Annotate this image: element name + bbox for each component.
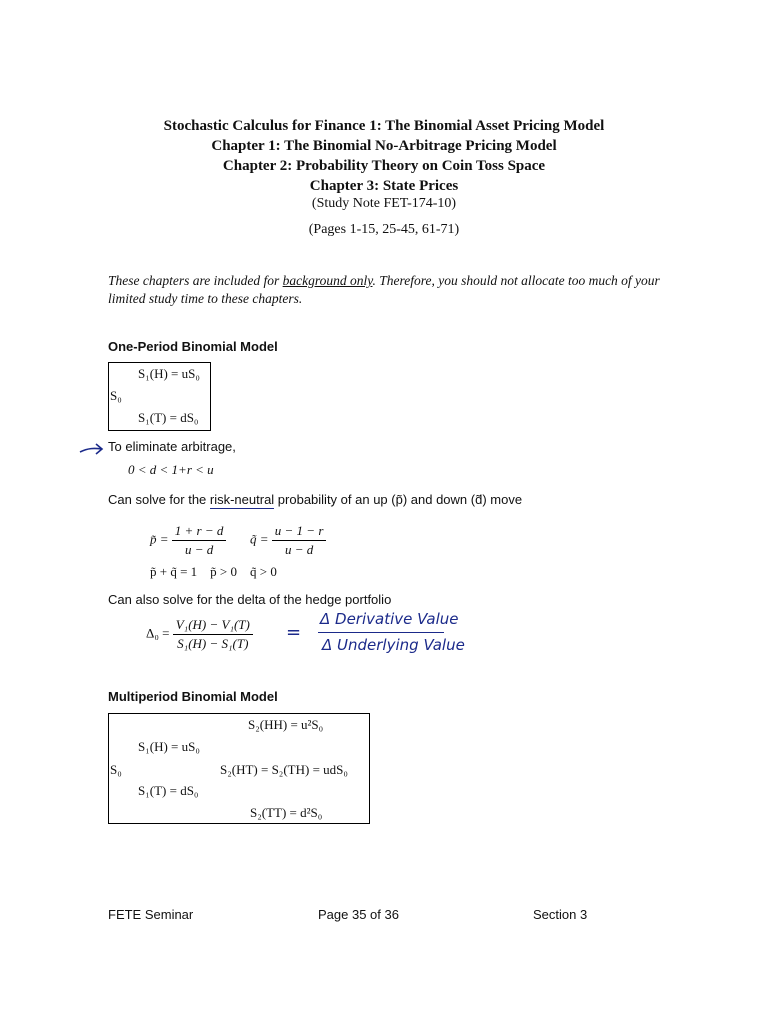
handwritten-fraction-bar [318,632,444,633]
handwritten-denominator: Δ Underlying Value [322,636,465,654]
title-line-4: Chapter 3: State Prices [309,178,459,194]
title-line-1: Stochastic Calculus for Finance 1: The Binomial Asset Pricing Model [163,118,605,134]
footer-page-number: Page 35 of 36 [318,907,399,922]
delta-lhs: Δ₀ = [146,625,170,641]
one-period-up-node: S₁(H) = uS₀ [138,366,200,381]
handwritten-numerator: Δ Derivative Value [320,610,459,628]
handwritten-arrow-icon [78,440,106,458]
risk-neutral-post: probability of an up (p̃) and down (d̃) move [274,492,523,507]
study-note: (Study Note FET-174-10) [311,196,457,211]
intro-part-2: . Therefore, you should not allocate too much of your limited study time to these chapters. [108,273,660,306]
risk-neutral-sentence [108,492,522,507]
intro-underlined: background only [282,273,373,288]
multi-period-heading: Multiperiod Binomial Model [108,689,278,704]
multi-period-d-node: S₁(T) = dS₀ [138,783,199,798]
one-period-heading: One-Period Binomial Model [108,339,278,354]
multi-period-start-node: S₀ [110,762,122,777]
intro-part-1: These chapters are included for [108,273,283,288]
risk-neutral-pre: Can solve for the [108,492,210,507]
q-tilde-fraction [272,523,327,558]
title-line-3: Chapter 2: Probability Theory on Coin Toss Space [222,158,546,174]
page-range: (Pages 1-15, 25-45, 61-71) [308,222,460,237]
one-period-start-node: S₀ [110,388,122,403]
p-tilde-lhs: p̃ = [150,531,169,547]
delta-numerator: V₁(H) − V₁(T) [173,617,253,635]
probability-constraints: p̃ + q̃ = 1 p̃ > 0 q̃ > 0 [150,564,277,579]
q-tilde-denominator: u − d [284,542,314,557]
handwritten-equals: = [286,622,302,643]
delta-text: Can also solve for the delta of the hedge portfolio [108,592,392,607]
delta-formula [146,617,253,652]
intro-paragraph [108,272,668,308]
multi-period-ud-node: S₂(HT) = S₂(TH) = udS₀ [220,762,348,777]
arbitrage-condition: 0 < d < 1+r < u [128,462,214,477]
q-tilde-formula [250,523,326,558]
title-line-2: Chapter 1: The Binomial No-Arbitrage Pricing Model [211,138,557,154]
footer-right: Section 3 [533,907,588,922]
one-period-down-node: S₁(T) = dS₀ [138,410,199,425]
p-tilde-fraction [172,523,227,558]
p-tilde-denominator: u − d [184,542,214,557]
multi-period-u-node: S₁(H) = uS₀ [138,739,200,754]
footer-left: FETE Seminar [108,907,194,922]
p-tilde-formula [150,523,226,558]
p-tilde-numerator: 1 + r − d [172,523,227,541]
q-tilde-numerator: u − 1 − r [272,523,327,541]
q-tilde-lhs: q̃ = [250,531,269,547]
multi-period-dd-node: S₂(TT) = d²S₀ [250,805,323,820]
delta-fraction [173,617,253,652]
multi-period-uu-node: S₂(HH) = u²S₀ [248,717,324,732]
delta-denominator: S₁(H) − S₁(T) [177,636,249,651]
risk-neutral-term: risk-neutral [209,492,275,507]
arbitrage-text: To eliminate arbitrage, [108,439,236,454]
